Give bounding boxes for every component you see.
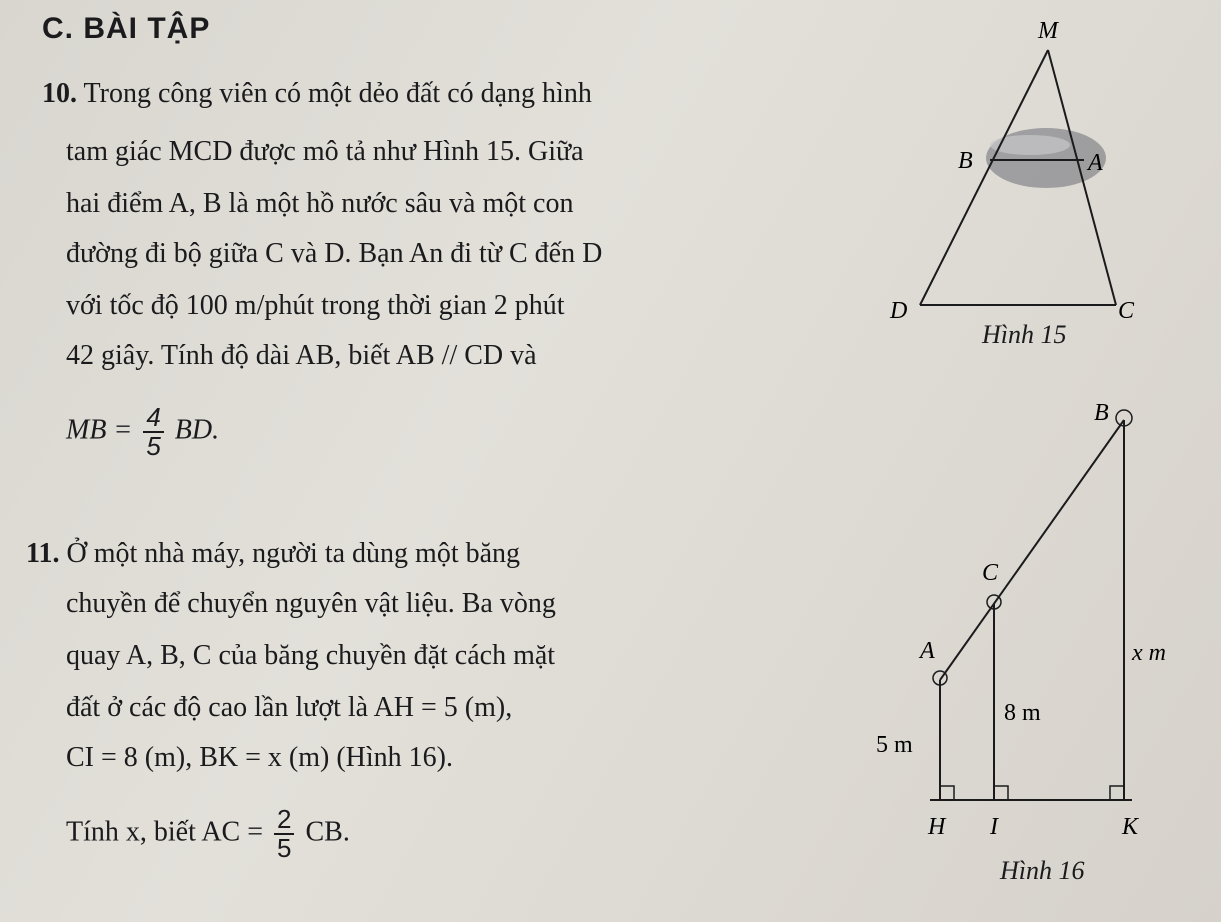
- ex10-line6: 42 giây. Tính độ dài AB, biết AB // CD và: [66, 340, 537, 371]
- ex11-number: 11.: [26, 538, 60, 569]
- ex10-line2: tam giác MCD được mô tả như Hình 15. Giữa: [66, 136, 584, 167]
- label-c: C: [1118, 298, 1135, 324]
- ex11-line6: Tính x, biết AC = $\frac{2}{5}$ CB.: [66, 804, 350, 864]
- ex10-formula: MB = $\frac{4}{5}$ BD.: [66, 402, 220, 462]
- figure-15: [880, 18, 1135, 360]
- label-5m: 5 m: [876, 732, 913, 758]
- label-m: M: [1038, 18, 1058, 44]
- ex11-line3: quay A, B, C của băng chuyền đặt cách mặt: [66, 640, 556, 671]
- label-b: B: [1094, 400, 1109, 426]
- ex11-line1: 11. Ở một nhà máy, người ta dùng một băng: [26, 538, 521, 569]
- right-angle-h: [940, 786, 954, 800]
- label-d: D: [890, 298, 908, 324]
- label-x: x m: [1132, 640, 1166, 666]
- figure-16: [870, 390, 1200, 840]
- ex10-fraction: $\frac{4}{5}$: [143, 404, 163, 461]
- ex10-line3: hai điểm A, B là một hồ nước sâu và một con: [66, 188, 574, 219]
- ex11-line5: CI = 8 (m), BK = x (m) (Hình 16).: [66, 742, 453, 773]
- right-angle-i: [994, 786, 1008, 800]
- label-c: C: [982, 560, 999, 586]
- right-angle-k: [1110, 786, 1124, 800]
- ex10-number: 10.: [42, 78, 77, 109]
- ex11-line2: chuyền để chuyển nguyên vật liệu. Ba vòng: [66, 588, 556, 619]
- label-i: I: [990, 814, 998, 840]
- label-k: K: [1122, 814, 1139, 840]
- label-8m: 8 m: [1004, 700, 1041, 726]
- ex10-line4: đường đi bộ giữa C và D. Bạn An đi từ C đến D: [66, 238, 603, 269]
- figure-16-caption: Hình 16: [1000, 856, 1085, 885]
- label-a: A: [920, 638, 935, 664]
- label-b: B: [958, 148, 973, 174]
- ex10-line5: với tốc độ 100 m/phút trong thời gian 2 phút: [66, 290, 565, 321]
- figure-15-caption: Hình 15: [982, 320, 1067, 349]
- label-h: H: [928, 814, 946, 840]
- ex10-line1: 10. Trong công viên có một dẻo đất có dạng hình: [42, 78, 592, 109]
- lake-highlight: [990, 135, 1070, 155]
- ex11-fraction: $\frac{2}{5}$: [274, 806, 294, 863]
- conveyor-line: [940, 420, 1124, 680]
- section-title: C. BÀI TẬP: [42, 12, 211, 45]
- label-a: A: [1088, 150, 1103, 176]
- ex11-line4: đất ở các độ cao lần lượt là AH = 5 (m),: [66, 692, 513, 723]
